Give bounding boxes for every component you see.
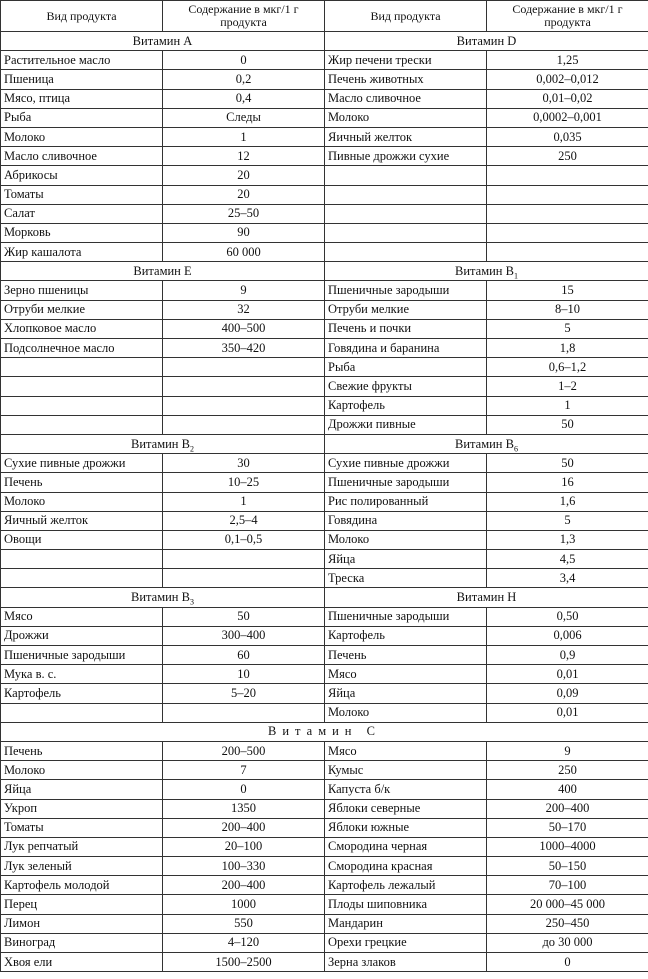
content-value-left: 5–20	[163, 684, 325, 703]
table-row	[1, 454, 648, 473]
content-value-left: 0,4	[163, 89, 325, 108]
product-name-right: Масло сливочное	[325, 89, 487, 108]
product-name-left: Отруби мелкие	[1, 300, 163, 319]
content-value-right: 50	[487, 454, 648, 473]
table-row	[1, 780, 648, 799]
header-product-left: Вид продукта	[1, 1, 163, 32]
product-name-left: Хвоя ели	[1, 953, 163, 972]
product-name-left: Жир кашалота	[1, 243, 163, 262]
product-name-right	[325, 204, 487, 223]
table-row	[1, 108, 648, 127]
content-value-right: 5	[487, 511, 648, 530]
table-row	[1, 550, 648, 569]
content-value-left: 0	[163, 51, 325, 70]
content-value-right: 400	[487, 780, 648, 799]
content-value-left: 1000	[163, 895, 325, 914]
content-value-left: 50	[163, 607, 325, 626]
content-value-left	[163, 703, 325, 722]
content-value-left: 100–330	[163, 857, 325, 876]
content-value-right: 0,6–1,2	[487, 358, 648, 377]
section-title-right	[325, 262, 648, 281]
section-title-right	[325, 588, 648, 607]
table-row	[1, 569, 648, 588]
table-row	[1, 895, 648, 914]
table-row	[1, 914, 648, 933]
content-value-left: 550	[163, 914, 325, 933]
content-value-right: 0,01	[487, 665, 648, 684]
product-name-right: Сухие пивные дрожжи	[325, 454, 487, 473]
table-row	[1, 243, 648, 262]
product-name-left: Перец	[1, 895, 163, 914]
table-row	[1, 799, 648, 818]
product-name-right: Печень	[325, 646, 487, 665]
content-value-right: 0	[487, 953, 648, 972]
content-value-left: 60	[163, 646, 325, 665]
content-value-left: 0	[163, 780, 325, 799]
table-row	[1, 530, 648, 549]
product-name-right	[325, 243, 487, 262]
content-value-right: 0,09	[487, 684, 648, 703]
table-row	[1, 857, 648, 876]
table-row	[1, 876, 648, 895]
product-name-right: Отруби мелкие	[325, 300, 487, 319]
section-title-right	[325, 32, 648, 51]
content-value-right: 50–170	[487, 818, 648, 837]
product-name-left: Морковь	[1, 223, 163, 242]
product-name-right	[325, 185, 487, 204]
product-name-left: Рыба	[1, 108, 163, 127]
product-name-right: Пшеничные зародыши	[325, 607, 487, 626]
product-name-right: Пшеничные зародыши	[325, 473, 487, 492]
table-row	[1, 396, 648, 415]
table-row	[1, 684, 648, 703]
product-name-left: Томаты	[1, 818, 163, 837]
product-name-right: Молоко	[325, 530, 487, 549]
section-title-subscript: 2	[189, 444, 194, 454]
content-value-right: 1,6	[487, 492, 648, 511]
product-name-left	[1, 703, 163, 722]
table-row	[1, 933, 648, 952]
product-name-right: Яичный желток	[325, 127, 487, 146]
section-title-text: Витамин B	[131, 436, 190, 451]
section-header-row	[1, 32, 648, 51]
product-name-left: Виноград	[1, 933, 163, 952]
product-name-right: Картофель лежалый	[325, 876, 487, 895]
content-value-left: 1	[163, 127, 325, 146]
content-value-left	[163, 396, 325, 415]
section-title-subscript: 3	[189, 597, 194, 607]
product-name-left: Молоко	[1, 127, 163, 146]
content-value-right: 50	[487, 415, 648, 434]
content-value-right: 0,006	[487, 626, 648, 645]
table-row	[1, 127, 648, 146]
content-value-left: 4–120	[163, 933, 325, 952]
content-value-right: до 30 000	[487, 933, 648, 952]
table-row	[1, 511, 648, 530]
content-value-left: 200–400	[163, 818, 325, 837]
content-value-left: 1	[163, 492, 325, 511]
header-content-left: Содержание в мкг/1 г продукта	[163, 1, 325, 32]
content-value-left: 0,1–0,5	[163, 530, 325, 549]
section-title-subscript: 1	[513, 271, 518, 281]
content-value-left: 30	[163, 454, 325, 473]
product-name-right: Говядина и баранина	[325, 339, 487, 358]
content-value-right: 70–100	[487, 876, 648, 895]
content-value-left	[163, 415, 325, 434]
product-name-right: Мандарин	[325, 914, 487, 933]
table-row	[1, 70, 648, 89]
section-title-left	[1, 588, 325, 607]
product-name-right: Смородина черная	[325, 837, 487, 856]
section-title-text: Витамин B	[131, 590, 190, 605]
content-value-left: 12	[163, 147, 325, 166]
content-value-right	[487, 166, 648, 185]
table-row	[1, 626, 648, 645]
product-name-right: Зерна злаков	[325, 953, 487, 972]
header-product-right: Вид продукта	[325, 1, 487, 32]
content-value-right: 9	[487, 741, 648, 760]
product-name-right: Орехи грецкие	[325, 933, 487, 952]
product-name-right: Рыба	[325, 358, 487, 377]
content-value-left: 10	[163, 665, 325, 684]
table-row	[1, 473, 648, 492]
table-row	[1, 358, 648, 377]
product-name-left: Лук зеленый	[1, 857, 163, 876]
table-row	[1, 319, 648, 338]
section-header-row	[1, 262, 648, 281]
product-name-left: Яйца	[1, 780, 163, 799]
content-value-right: 250	[487, 761, 648, 780]
table-row	[1, 339, 648, 358]
product-name-left: Масло сливочное	[1, 147, 163, 166]
table-row	[1, 185, 648, 204]
product-name-left: Пшеничные зародыши	[1, 646, 163, 665]
section-title-text: Витамин B	[455, 263, 514, 278]
product-name-left: Абрикосы	[1, 166, 163, 185]
content-value-right: 8–10	[487, 300, 648, 319]
product-name-left	[1, 415, 163, 434]
table-row	[1, 147, 648, 166]
section-title-text: Витамин A	[132, 33, 193, 48]
content-value-left: 200–500	[163, 741, 325, 760]
table-row	[1, 89, 648, 108]
product-name-right	[325, 166, 487, 185]
section-title-left	[1, 32, 325, 51]
content-value-right: 0,035	[487, 127, 648, 146]
product-name-left: Печень	[1, 741, 163, 760]
product-name-left: Растительное масло	[1, 51, 163, 70]
header-content-right: Содержание в мкг/1 г продукта	[487, 1, 648, 32]
product-name-right: Пивные дрожжи сухие	[325, 147, 487, 166]
product-name-left: Мука в. с.	[1, 665, 163, 684]
content-value-left: 20	[163, 185, 325, 204]
content-value-right: 0,01	[487, 703, 648, 722]
product-name-left: Овощи	[1, 530, 163, 549]
product-name-right: Говядина	[325, 511, 487, 530]
product-name-left: Печень	[1, 473, 163, 492]
product-name-left: Яичный желток	[1, 511, 163, 530]
section-title-left	[1, 434, 325, 453]
header-row	[1, 1, 648, 32]
product-name-right: Печень животных	[325, 70, 487, 89]
product-name-left: Зерно пшеницы	[1, 281, 163, 300]
section-title-right	[325, 434, 648, 453]
section-header-row	[1, 722, 648, 741]
product-name-left	[1, 550, 163, 569]
content-value-right: 50–150	[487, 857, 648, 876]
content-value-right: 0,50	[487, 607, 648, 626]
product-name-right: Мясо	[325, 741, 487, 760]
product-name-left: Молоко	[1, 761, 163, 780]
table-row	[1, 281, 648, 300]
table-row	[1, 204, 648, 223]
table-row	[1, 51, 648, 70]
product-name-left: Лук репчатый	[1, 837, 163, 856]
content-value-left: 200–400	[163, 876, 325, 895]
content-value-left: 7	[163, 761, 325, 780]
product-name-right: Картофель	[325, 626, 487, 645]
content-value-right: 15	[487, 281, 648, 300]
content-value-right	[487, 223, 648, 242]
product-name-right: Рис полированный	[325, 492, 487, 511]
content-value-right: 0,002–0,012	[487, 70, 648, 89]
table-row	[1, 953, 648, 972]
section-title-text: Витамин H	[456, 590, 517, 605]
content-value-left: 60 000	[163, 243, 325, 262]
content-value-right: 4,5	[487, 550, 648, 569]
content-value-left: 1500–2500	[163, 953, 325, 972]
section-title-vitamin-c: Витамин C	[1, 722, 648, 741]
product-name-right: Кумыс	[325, 761, 487, 780]
content-value-left: 25–50	[163, 204, 325, 223]
content-value-left: 350–420	[163, 339, 325, 358]
content-value-left: 10–25	[163, 473, 325, 492]
product-name-left: Картофель	[1, 684, 163, 703]
content-value-right: 1,25	[487, 51, 648, 70]
table-row	[1, 646, 648, 665]
table-body	[1, 32, 648, 972]
table-row	[1, 166, 648, 185]
product-name-right: Смородина красная	[325, 857, 487, 876]
table-row	[1, 703, 648, 722]
product-name-left: Мясо	[1, 607, 163, 626]
content-value-left	[163, 569, 325, 588]
content-value-right: 250	[487, 147, 648, 166]
product-name-left: Дрожжи	[1, 626, 163, 645]
content-value-left: Следы	[163, 108, 325, 127]
product-name-right: Свежие фрукты	[325, 377, 487, 396]
table-row	[1, 761, 648, 780]
content-value-left	[163, 358, 325, 377]
product-name-right: Картофель	[325, 396, 487, 415]
section-title-text: Витамин E	[133, 263, 192, 278]
product-name-left: Пшеница	[1, 70, 163, 89]
content-value-right	[487, 185, 648, 204]
product-name-left: Подсолнечное масло	[1, 339, 163, 358]
content-value-right: 1000–4000	[487, 837, 648, 856]
content-value-right: 1–2	[487, 377, 648, 396]
content-value-left: 400–500	[163, 319, 325, 338]
product-name-right	[325, 223, 487, 242]
product-name-right: Мясо	[325, 665, 487, 684]
product-name-left: Мясо, птица	[1, 89, 163, 108]
table-row	[1, 377, 648, 396]
table-row	[1, 837, 648, 856]
content-value-left: 300–400	[163, 626, 325, 645]
product-name-right: Капуста б/к	[325, 780, 487, 799]
product-name-right: Треска	[325, 569, 487, 588]
product-name-right: Молоко	[325, 703, 487, 722]
content-value-left	[163, 550, 325, 569]
table-row	[1, 415, 648, 434]
content-value-left: 90	[163, 223, 325, 242]
section-title-text: Витамин B	[455, 436, 514, 451]
content-value-left: 0,2	[163, 70, 325, 89]
product-name-right: Дрожжи пивные	[325, 415, 487, 434]
product-name-right: Печень и почки	[325, 319, 487, 338]
content-value-right: 1,3	[487, 530, 648, 549]
product-name-right: Пшеничные зародыши	[325, 281, 487, 300]
table-row	[1, 665, 648, 684]
content-value-right	[487, 243, 648, 262]
table-row	[1, 300, 648, 319]
table-row	[1, 818, 648, 837]
section-title-subscript: 6	[513, 444, 518, 454]
content-value-right	[487, 204, 648, 223]
section-title-text: Витамин D	[456, 33, 517, 48]
product-name-right: Яйца	[325, 684, 487, 703]
product-name-right: Яблоки северные	[325, 799, 487, 818]
table-row	[1, 607, 648, 626]
product-name-left: Сухие пивные дрожжи	[1, 454, 163, 473]
product-name-left: Томаты	[1, 185, 163, 204]
content-value-right: 20 000–45 000	[487, 895, 648, 914]
product-name-right: Плоды шиповника	[325, 895, 487, 914]
table-row	[1, 223, 648, 242]
product-name-left: Молоко	[1, 492, 163, 511]
content-value-right: 1	[487, 396, 648, 415]
product-name-left: Салат	[1, 204, 163, 223]
content-value-right: 3,4	[487, 569, 648, 588]
product-name-left: Лимон	[1, 914, 163, 933]
product-name-left: Хлопковое масло	[1, 319, 163, 338]
content-value-right: 0,9	[487, 646, 648, 665]
product-name-left: Укроп	[1, 799, 163, 818]
content-value-left: 9	[163, 281, 325, 300]
content-value-right: 1,8	[487, 339, 648, 358]
section-header-row	[1, 434, 648, 453]
section-title-left	[1, 262, 325, 281]
content-value-left: 20	[163, 166, 325, 185]
content-value-right: 0,01–0,02	[487, 89, 648, 108]
content-value-right: 200–400	[487, 799, 648, 818]
content-value-right: 16	[487, 473, 648, 492]
product-name-right: Жир печени трески	[325, 51, 487, 70]
product-name-left: Картофель молодой	[1, 876, 163, 895]
product-name-left	[1, 358, 163, 377]
product-name-left	[1, 396, 163, 415]
content-value-left: 20–100	[163, 837, 325, 856]
content-value-left: 2,5–4	[163, 511, 325, 530]
content-value-right: 250–450	[487, 914, 648, 933]
product-name-left	[1, 569, 163, 588]
product-name-left	[1, 377, 163, 396]
content-value-left: 1350	[163, 799, 325, 818]
table-row	[1, 741, 648, 760]
product-name-right: Яйца	[325, 550, 487, 569]
product-name-right: Молоко	[325, 108, 487, 127]
content-value-right: 0,0002–0,001	[487, 108, 648, 127]
table-row	[1, 492, 648, 511]
section-header-row	[1, 588, 648, 607]
content-value-left: 32	[163, 300, 325, 319]
content-value-left	[163, 377, 325, 396]
product-name-right: Яблоки южные	[325, 818, 487, 837]
content-value-right: 5	[487, 319, 648, 338]
